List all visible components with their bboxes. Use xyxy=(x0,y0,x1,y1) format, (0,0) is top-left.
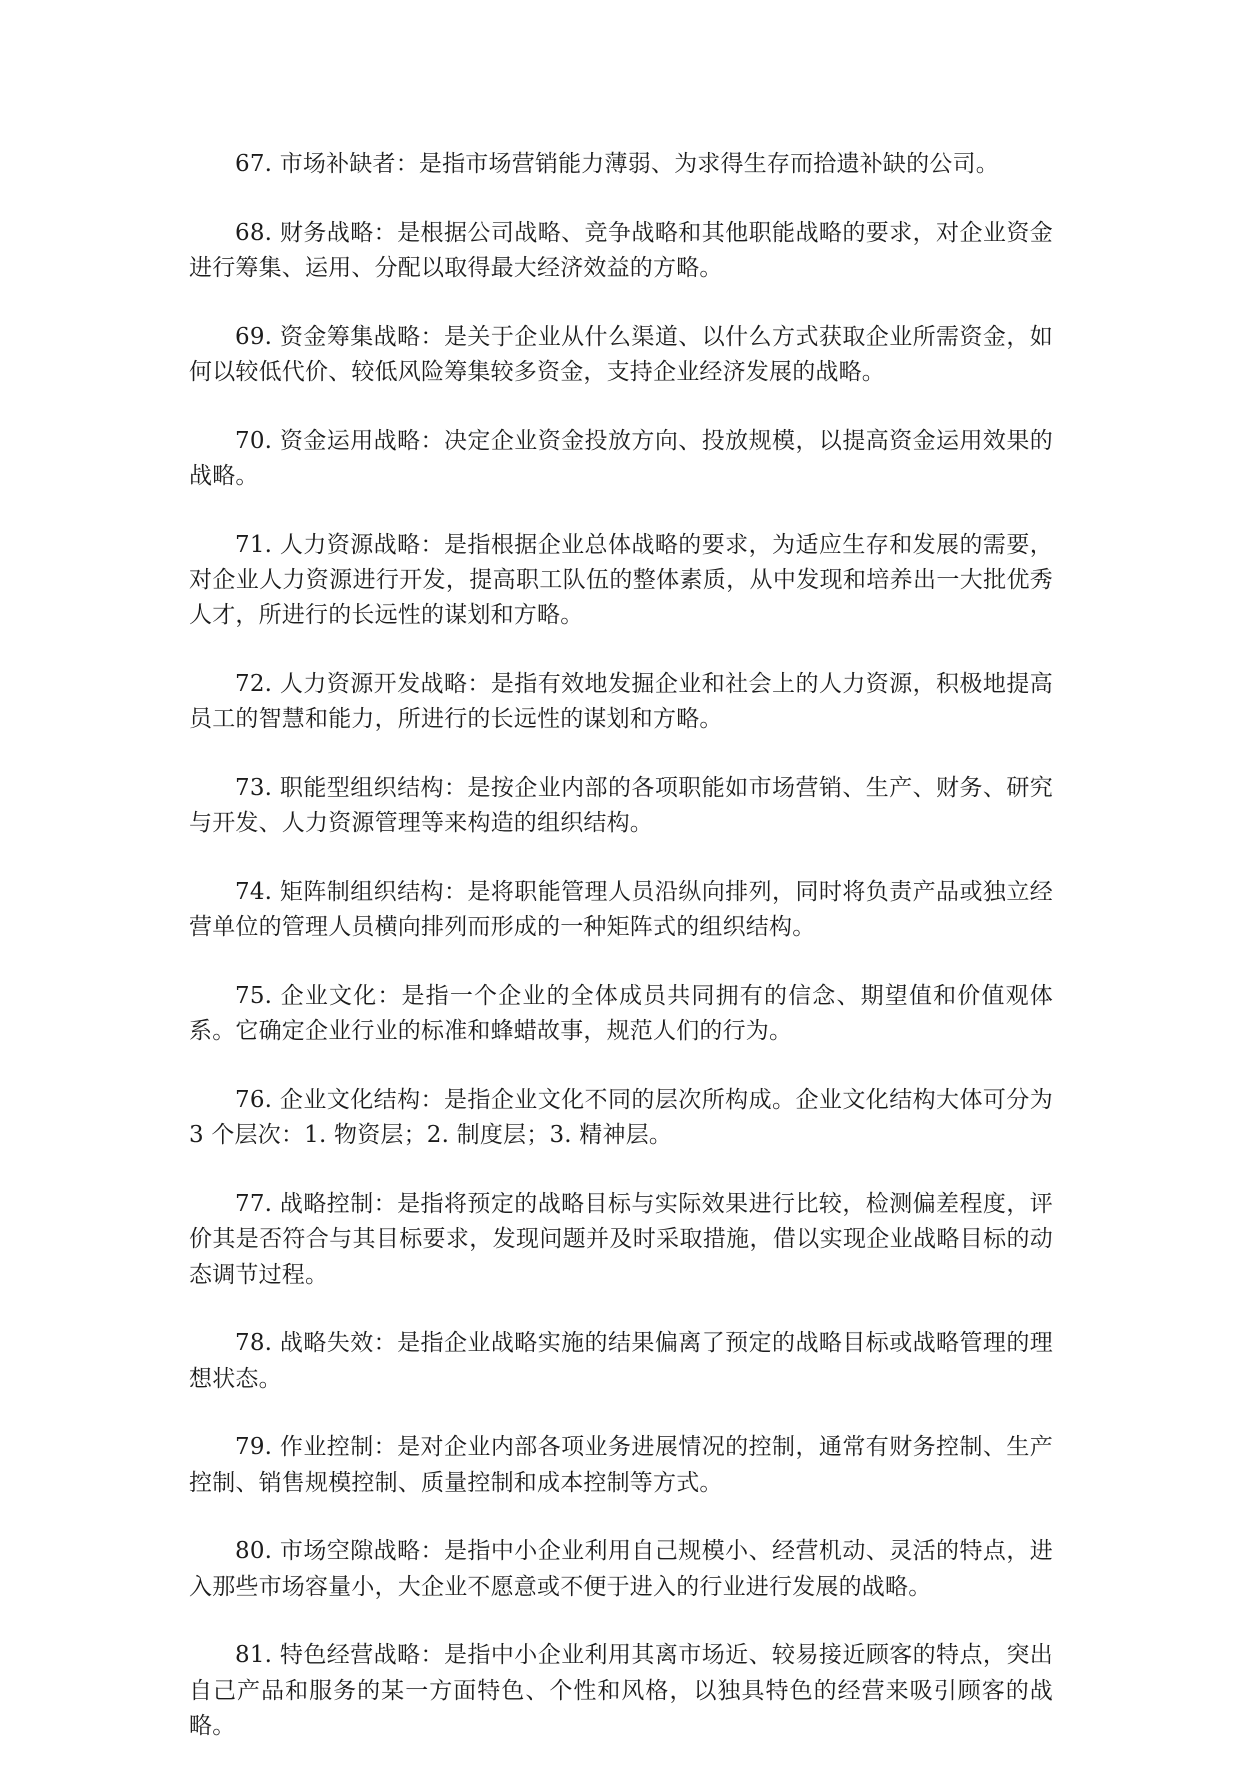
paragraph-78: 78. 战略失效：是指企业战略实施的结果偏离了预定的战略目标或战略管理的理想状态。 xyxy=(189,1330,1053,1392)
paragraph-75: 75. 企业文化：是指一个企业的全体成员共同拥有的信念、期望值和价值观体系。它确定企业行业的标准和蜂蜡故事，规范人们的行为。 xyxy=(189,983,1053,1045)
paragraph-71: 71. 人力资源战略：是指根据企业总体战略的要求，为适应生存和发展的需要，对企业人力资源进行开发，提高职工队伍的整体素质，从中发现和培养出一大批优秀人才，所进行的长远性的谋划和方略。 xyxy=(189,531,1053,629)
paragraph-81: 81. 特色经营战略：是指中小企业利用其离市场近、较易接近顾客的特点，突出自己产品和服务的某一方面特色、个性和风格，以独具特色的经营来吸引顾客的战略。 xyxy=(189,1642,1053,1740)
paragraph-79: 79. 作业控制：是对企业内部各项业务进展情况的控制，通常有财务控制、生产控制、销售规模控制、质量控制和成本控制等方式。 xyxy=(189,1434,1053,1496)
paragraph-67: 67. 市场补缺者：是指市场营销能力薄弱、为求得生存而拾遗补缺的公司。 xyxy=(235,151,999,177)
paragraph-73: 73. 职能型组织结构：是按企业内部的各项职能如市场营销、生产、财务、研究与开发、人力资源管理等来构造的组织结构。 xyxy=(189,775,1053,837)
paragraph-74: 74. 矩阵制组织结构：是将职能管理人员沿纵向排列，同时将负责产品或独立经营单位的管理人员横向排列而形成的一种矩阵式的组织结构。 xyxy=(189,879,1053,941)
paragraph-72: 72. 人力资源开发战略：是指有效地发掘企业和社会上的人力资源，积极地提高员工的智慧和能力，所进行的长远性的谋划和方略。 xyxy=(189,671,1053,733)
paragraph-69: 69. 资金筹集战略：是关于企业从什么渠道、以什么方式获取企业所需资金，如何以较低代价、较低风险筹集较多资金，支持企业经济发展的战略。 xyxy=(189,323,1053,385)
paragraph-76: 76. 企业文化结构：是指企业文化不同的层次所构成。企业文化结构大体可分为 3 个层次：1. 物资层；2. 制度层；3. 精神层。 xyxy=(189,1087,1053,1149)
document-body xyxy=(189,147,1053,1778)
paragraph-68: 68. 财务战略：是根据公司战略、竞争战略和其他职能战略的要求，对企业资金进行筹集、运用、分配以取得最大经济效益的方略。 xyxy=(189,219,1053,281)
paragraph-70: 70. 资金运用战略：决定企业资金投放方向、投放规模，以提高资金运用效果的战略。 xyxy=(189,427,1053,489)
paragraph-80: 80. 市场空隙战略：是指中小企业利用自己规模小、经营机动、灵活的特点，进入那些市场容量小，大企业不愿意或不便于进入的行业进行发展的战略。 xyxy=(189,1538,1053,1600)
paragraph-77: 77. 战略控制：是指将预定的战略目标与实际效果进行比较，检测偏差程度，评价其是否符合与其目标要求，发现问题并及时采取措施，借以实现企业战略目标的动态调节过程。 xyxy=(189,1191,1053,1288)
